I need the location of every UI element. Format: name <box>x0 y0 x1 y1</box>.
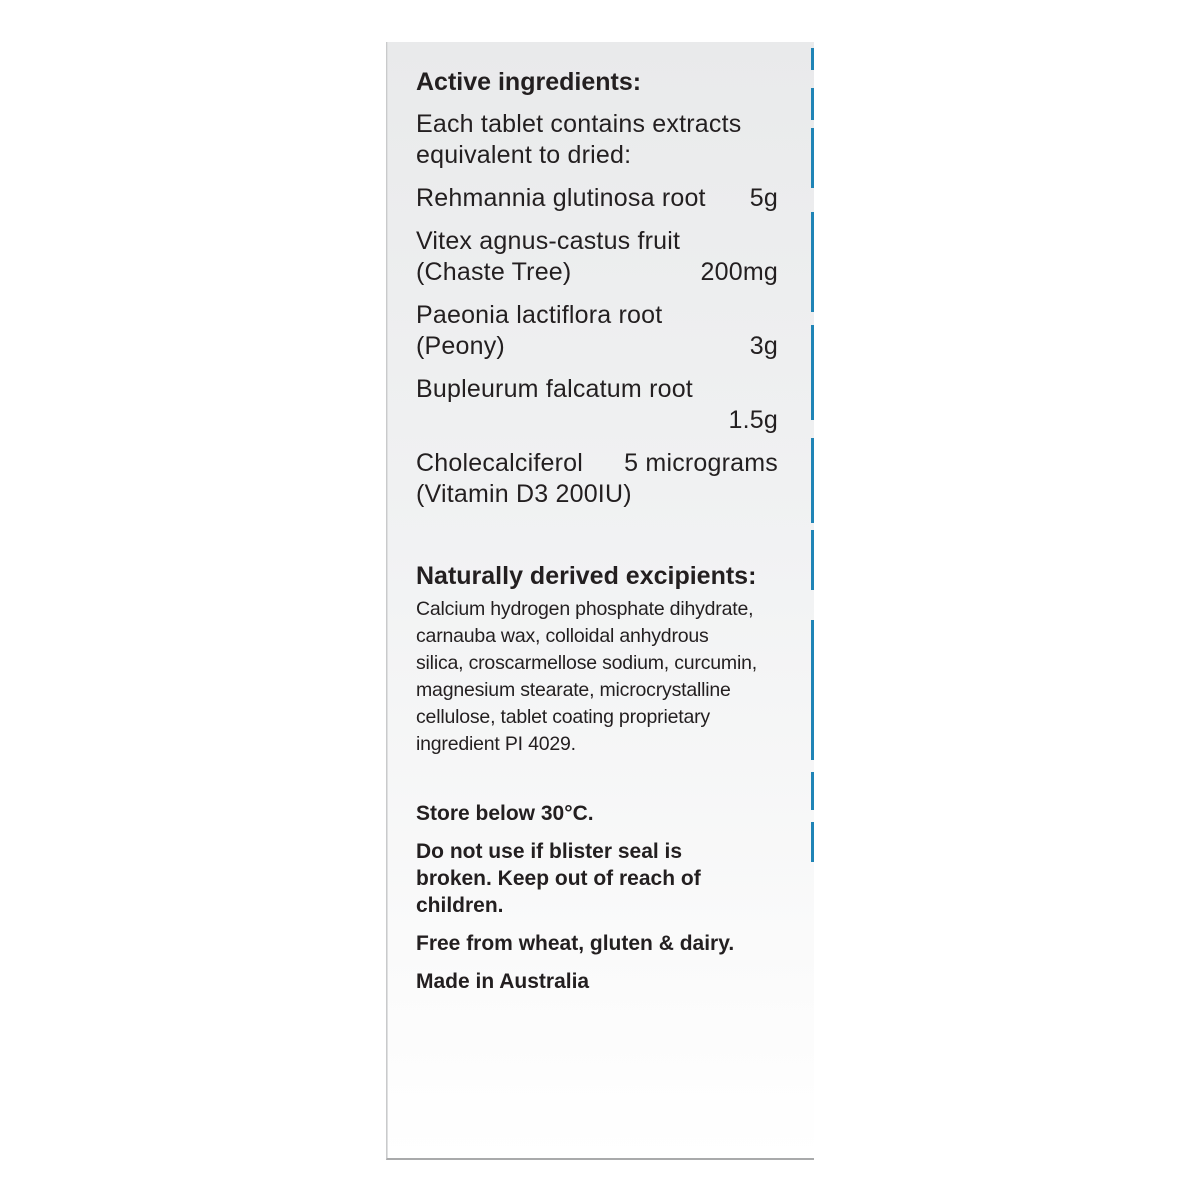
ingredient-name: Rehmannia glutinosa root <box>416 184 706 212</box>
ingredient-name: Paeonia lactiflora root <box>416 301 663 329</box>
excipients-line: Calcium hydrogen phosphate dihydrate, <box>416 598 754 620</box>
ingredient-paeonia <box>416 300 778 362</box>
storage-note: Store below 30°C. <box>416 802 594 825</box>
ingredient-name: Cholecalciferol <box>416 449 583 477</box>
excipients-line: cellulose, tablet coating proprietary <box>416 706 710 728</box>
active-ingredients-heading: Active ingredients: <box>416 68 642 96</box>
made-in-note: Made in Australia <box>416 970 590 993</box>
edge-mark-8 <box>811 620 814 760</box>
warning-line: Do not use if blister seal is <box>416 840 683 863</box>
label-text <box>416 66 778 995</box>
edge-mark-6 <box>811 438 814 523</box>
edge-mark-2 <box>811 88 814 120</box>
ingredient-amount: 200mg <box>700 258 778 286</box>
ingredient-vitex <box>416 226 778 288</box>
excipients-line: carnauba wax, colloidal anhydrous <box>416 625 709 647</box>
ingredient-amount: 5 micrograms <box>624 449 778 477</box>
intro-line: Each tablet contains extracts <box>416 110 742 138</box>
excipients-line: silica, croscarmellose sodium, curcumin, <box>416 652 757 674</box>
free-from-note: Free from wheat, gluten & dairy. <box>416 932 735 955</box>
edge-mark-3 <box>811 128 814 188</box>
intro-line: equivalent to dried: <box>416 141 632 169</box>
warning-line: broken. Keep out of reach of <box>416 867 701 890</box>
excipients-list <box>416 596 778 758</box>
excipients-line: ingredient PI 4029. <box>416 733 576 755</box>
edge-mark-5 <box>811 325 814 420</box>
excipients-heading: Naturally derived excipients: <box>416 562 757 590</box>
edge-mark-7 <box>811 530 814 590</box>
ingredient-name: Bupleurum falcatum root <box>416 375 693 403</box>
ingredient-common-name: (Peony) <box>416 332 505 360</box>
edge-mark-10 <box>811 822 814 862</box>
ingredient-bupleurum <box>416 374 778 436</box>
ingredient-amount: 5g <box>749 184 778 212</box>
edge-mark-1 <box>811 48 814 70</box>
ingredient-rehmannia <box>416 183 778 214</box>
ingredient-cholecalciferol <box>416 448 778 510</box>
ingredient-amount: 1.5g <box>728 406 778 434</box>
excipients-line: magnesium stearate, microcrystalline <box>416 679 731 701</box>
ingredient-amount: 3g <box>749 332 778 360</box>
warning-line: children. <box>416 894 504 917</box>
edge-mark-9 <box>811 772 814 810</box>
ingredient-name: Vitex agnus-castus fruit <box>416 227 681 255</box>
intro-text <box>416 109 778 171</box>
edge-mark-4 <box>811 212 814 312</box>
ingredient-common-name: (Vitamin D3 200IU) <box>416 480 632 508</box>
warning-note <box>416 838 778 919</box>
ingredient-common-name: (Chaste Tree) <box>416 258 572 286</box>
